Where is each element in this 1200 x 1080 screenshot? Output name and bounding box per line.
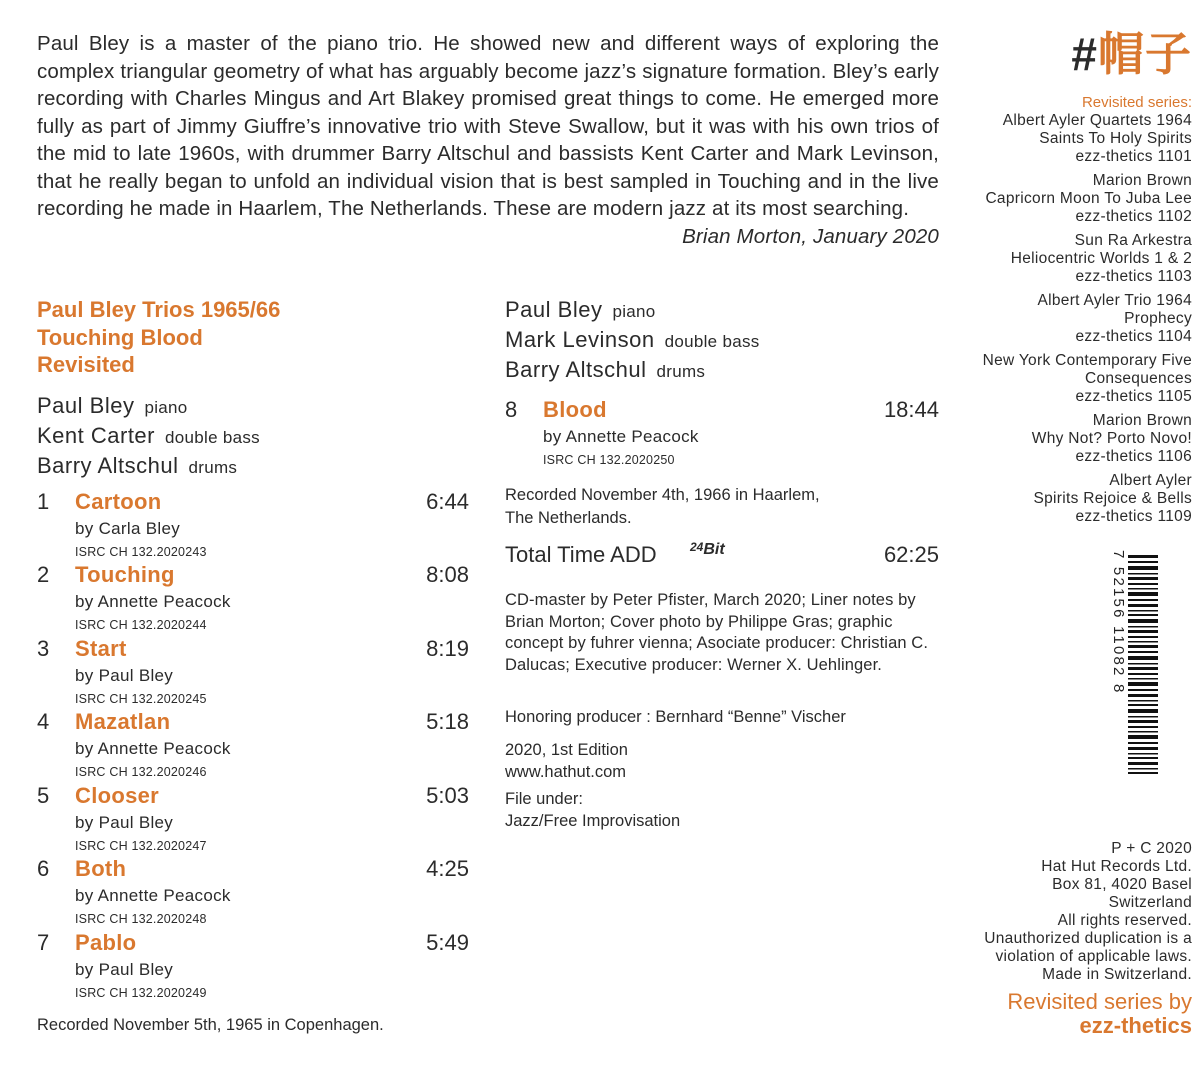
series-item xyxy=(952,472,1192,526)
series-item xyxy=(952,232,1192,286)
series-footer xyxy=(1007,990,1192,1038)
track-item xyxy=(37,489,469,561)
track-title: Clooser xyxy=(75,783,160,808)
musician-name: Barry Altschul xyxy=(505,357,647,382)
track-duration: 6:44 xyxy=(426,489,469,514)
website-link[interactable]: www.hathut.com xyxy=(505,762,627,781)
series-catalog: ezz-thetics 1109 xyxy=(1075,508,1192,525)
personnel-1966 xyxy=(505,296,760,386)
series-artist: New York Contemporary Five xyxy=(982,352,1192,369)
file-under xyxy=(505,789,680,832)
track-item xyxy=(37,636,469,708)
rights-line: Unauthorized duplication is a xyxy=(984,930,1192,947)
total-time-duration: 62:25 xyxy=(883,542,939,567)
track-composer: by Annette Peacock xyxy=(543,427,699,446)
liner-notes-signature: Brian Morton, January 2020 xyxy=(682,224,939,248)
track-item xyxy=(505,397,939,469)
series-artist: Marion Brown xyxy=(1092,412,1192,429)
track-title: Touching xyxy=(75,562,175,587)
series-catalog: ezz-thetics 1101 xyxy=(1075,148,1192,165)
track-duration: 18:44 xyxy=(883,397,939,422)
personnel-row xyxy=(37,392,260,422)
barcode-number: 7 52156 11082 8 xyxy=(1110,550,1127,695)
personnel-row xyxy=(37,452,260,482)
series-album: Saints To Holy Spirits xyxy=(1039,130,1192,147)
track-isrc: ISRC CH 132.2020244 xyxy=(75,618,207,632)
total-time-label: Total Time ADD xyxy=(505,542,657,567)
track-duration: 5:18 xyxy=(426,709,469,734)
musician-instrument: drums xyxy=(188,458,238,477)
track-isrc: ISRC CH 132.2020246 xyxy=(75,765,207,779)
track-number: 2 xyxy=(37,562,50,587)
musician-instrument: double bass xyxy=(165,428,260,447)
musician-name: Paul Bley xyxy=(37,393,135,418)
track-number: 6 xyxy=(37,856,50,881)
logo-hash: # xyxy=(1071,28,1098,80)
edition-line: 2020, 1st Edition xyxy=(505,741,628,759)
musician-instrument: double bass xyxy=(664,332,760,351)
series-catalog: ezz-thetics 1104 xyxy=(1075,328,1192,345)
rights-line: Made in Switzerland. xyxy=(1042,966,1192,983)
series-artist: Sun Ra Arkestra xyxy=(1074,232,1192,249)
series-album: Why Not? Porto Novo! xyxy=(1031,430,1192,447)
recording-info-line: The Netherlands. xyxy=(505,509,632,527)
hathut-logo xyxy=(1071,26,1192,82)
rights-notice xyxy=(952,840,1192,984)
track-number: 7 xyxy=(37,930,50,955)
track-isrc: ISRC CH 132.2020245 xyxy=(75,692,207,706)
personnel-row xyxy=(37,422,260,452)
track-item xyxy=(37,930,469,1002)
series-item xyxy=(952,412,1192,466)
series-album: Capricorn Moon To Juba Lee xyxy=(985,190,1192,207)
series-artist: Albert Ayler xyxy=(1109,472,1192,489)
musician-name: Mark Levinson xyxy=(505,327,655,352)
track-isrc: ISRC CH 132.2020243 xyxy=(75,545,207,559)
series-album: Consequences xyxy=(1084,370,1192,387)
series-item xyxy=(952,352,1192,406)
track-duration: 5:49 xyxy=(426,930,469,955)
24bit-logo xyxy=(690,542,725,558)
production-credits: CD-master by Peter Pfister, March 2020; Liner notes by Brian Morton; Cover photo by Philippe Gras; graphic concept by fuhrer vienna; Asociate producer: Christian C. Dalucas; Executive producer: Werner X. Uehlinger. xyxy=(505,591,929,674)
rights-line: violation of applicable laws. xyxy=(995,948,1192,965)
track-duration: 5:03 xyxy=(426,783,469,808)
track-number: 5 xyxy=(37,783,50,808)
series-album: Prophecy xyxy=(1124,310,1192,327)
series-item xyxy=(952,172,1192,226)
file-under-label: File under: xyxy=(505,790,583,808)
series-album: Heliocentric Worlds 1 & 2 xyxy=(1010,250,1192,267)
footer-label-name: ezz-thetics xyxy=(1079,1013,1192,1038)
album-title-line1: Paul Bley Trios 1965/66 xyxy=(37,297,281,322)
track-item xyxy=(37,562,469,634)
track-duration: 4:25 xyxy=(426,856,469,881)
track-composer: by Paul Bley xyxy=(75,813,174,832)
rights-line: Hat Hut Records Ltd. xyxy=(1041,858,1192,875)
series-catalog: ezz-thetics 1102 xyxy=(1075,208,1192,225)
personnel-row xyxy=(505,296,760,326)
track-number: 8 xyxy=(505,397,518,422)
musician-name: Kent Carter xyxy=(37,423,155,448)
track-item xyxy=(37,856,469,928)
track-title: Pablo xyxy=(75,930,137,955)
rights-line: Switzerland xyxy=(1108,894,1192,911)
track-isrc: ISRC CH 132.2020249 xyxy=(75,986,207,1000)
musician-instrument: piano xyxy=(612,302,656,321)
track-title: Cartoon xyxy=(75,489,162,514)
series-artist: Marion Brown xyxy=(1092,172,1192,189)
musician-name: Barry Altschul xyxy=(37,453,179,478)
track-duration: 8:08 xyxy=(426,562,469,587)
album-title-line2: Touching Blood xyxy=(37,324,203,350)
series-album: Spirits Rejoice & Bells xyxy=(1033,490,1192,507)
file-under-value: Jazz/Free Improvisation xyxy=(505,811,681,830)
series-list xyxy=(952,112,1192,532)
track-composer: by Annette Peacock xyxy=(75,739,231,758)
recording-info-1966 xyxy=(505,484,820,530)
series-title: Revisited series: xyxy=(1081,94,1192,111)
series-item xyxy=(952,112,1192,166)
track-number: 1 xyxy=(37,489,50,514)
series-item xyxy=(952,292,1192,346)
personnel-row xyxy=(505,356,760,386)
track-composer: by Paul Bley xyxy=(75,960,174,979)
track-title: Both xyxy=(75,856,127,881)
honoring-producer: Honoring producer : Bernhard “Benne” Vischer xyxy=(505,708,846,726)
barcode-digits xyxy=(1108,545,1128,795)
series-catalog: ezz-thetics 1106 xyxy=(1075,448,1192,465)
track-composer: by Annette Peacock xyxy=(75,592,231,611)
recording-info-line: Recorded November 4th, 1966 in Haarlem, xyxy=(505,486,820,504)
album-title-line3: Revisited xyxy=(37,352,135,377)
track-composer: by Paul Bley xyxy=(75,666,174,685)
track-composer: by Annette Peacock xyxy=(75,886,231,905)
liner-notes-text: Paul Bley is a master of the piano trio. He showed new and different ways of exploring the complex triangular geometry of what has arguably become jazz’s signature formation. Bley’s early recording with Charles Mingus and Art Blakey promised great things to come. He emerged more fully as part of Jimmy Giuffre’s innovative trio with Steve Swallow, but it was with his own trios of the mid to late 1960s, with drummer Barry Altschul and bassists Kent Carter and Mark Levinson, that he really began to unfold an individual vision that is best sampled in Touching and in the live recording he made in Haarlem, The Netherlands. These are modern jazz at its most searching. xyxy=(37,32,939,220)
bit-depth-number: 24 xyxy=(690,540,704,554)
rights-line: Box 81, 4020 Basel xyxy=(1052,876,1192,893)
track-isrc: ISRC CH 132.2020247 xyxy=(75,839,207,853)
track-title: Mazatlan xyxy=(75,709,171,734)
liner-notes xyxy=(37,30,939,250)
footer-line1: Revisited series by xyxy=(1007,989,1192,1014)
recording-info-1965: Recorded November 5th, 1965 in Copenhagen. xyxy=(37,1016,384,1034)
series-artist: Albert Ayler Quartets 1964 xyxy=(1002,112,1192,129)
personnel-1965 xyxy=(37,392,260,482)
album-title xyxy=(37,296,280,379)
track-item xyxy=(37,783,469,855)
musician-instrument: drums xyxy=(656,362,706,381)
series-artist: Albert Ayler Trio 1964 xyxy=(1037,292,1192,309)
series-catalog: ezz-thetics 1103 xyxy=(1075,268,1192,285)
track-duration: 8:19 xyxy=(426,636,469,661)
track-number: 3 xyxy=(37,636,50,661)
track-isrc: ISRC CH 132.2020248 xyxy=(75,912,207,926)
edition-info xyxy=(505,740,628,783)
logo-name: 帽子 xyxy=(1098,28,1192,80)
track-item xyxy=(37,709,469,781)
track-title: Start xyxy=(75,636,127,661)
total-time xyxy=(505,542,939,572)
rights-line: All rights reserved. xyxy=(1057,912,1192,929)
musician-name: Paul Bley xyxy=(505,297,603,322)
musician-instrument: piano xyxy=(144,398,188,417)
rights-line: P + C 2020 xyxy=(1111,840,1192,857)
track-title: Blood xyxy=(543,397,607,422)
personnel-row xyxy=(505,326,760,356)
bit-depth-word: Bit xyxy=(703,541,725,558)
track-composer: by Carla Bley xyxy=(75,519,180,538)
track-isrc: ISRC CH 132.2020250 xyxy=(543,453,675,467)
series-catalog: ezz-thetics 1105 xyxy=(1075,388,1192,405)
track-number: 4 xyxy=(37,709,50,734)
